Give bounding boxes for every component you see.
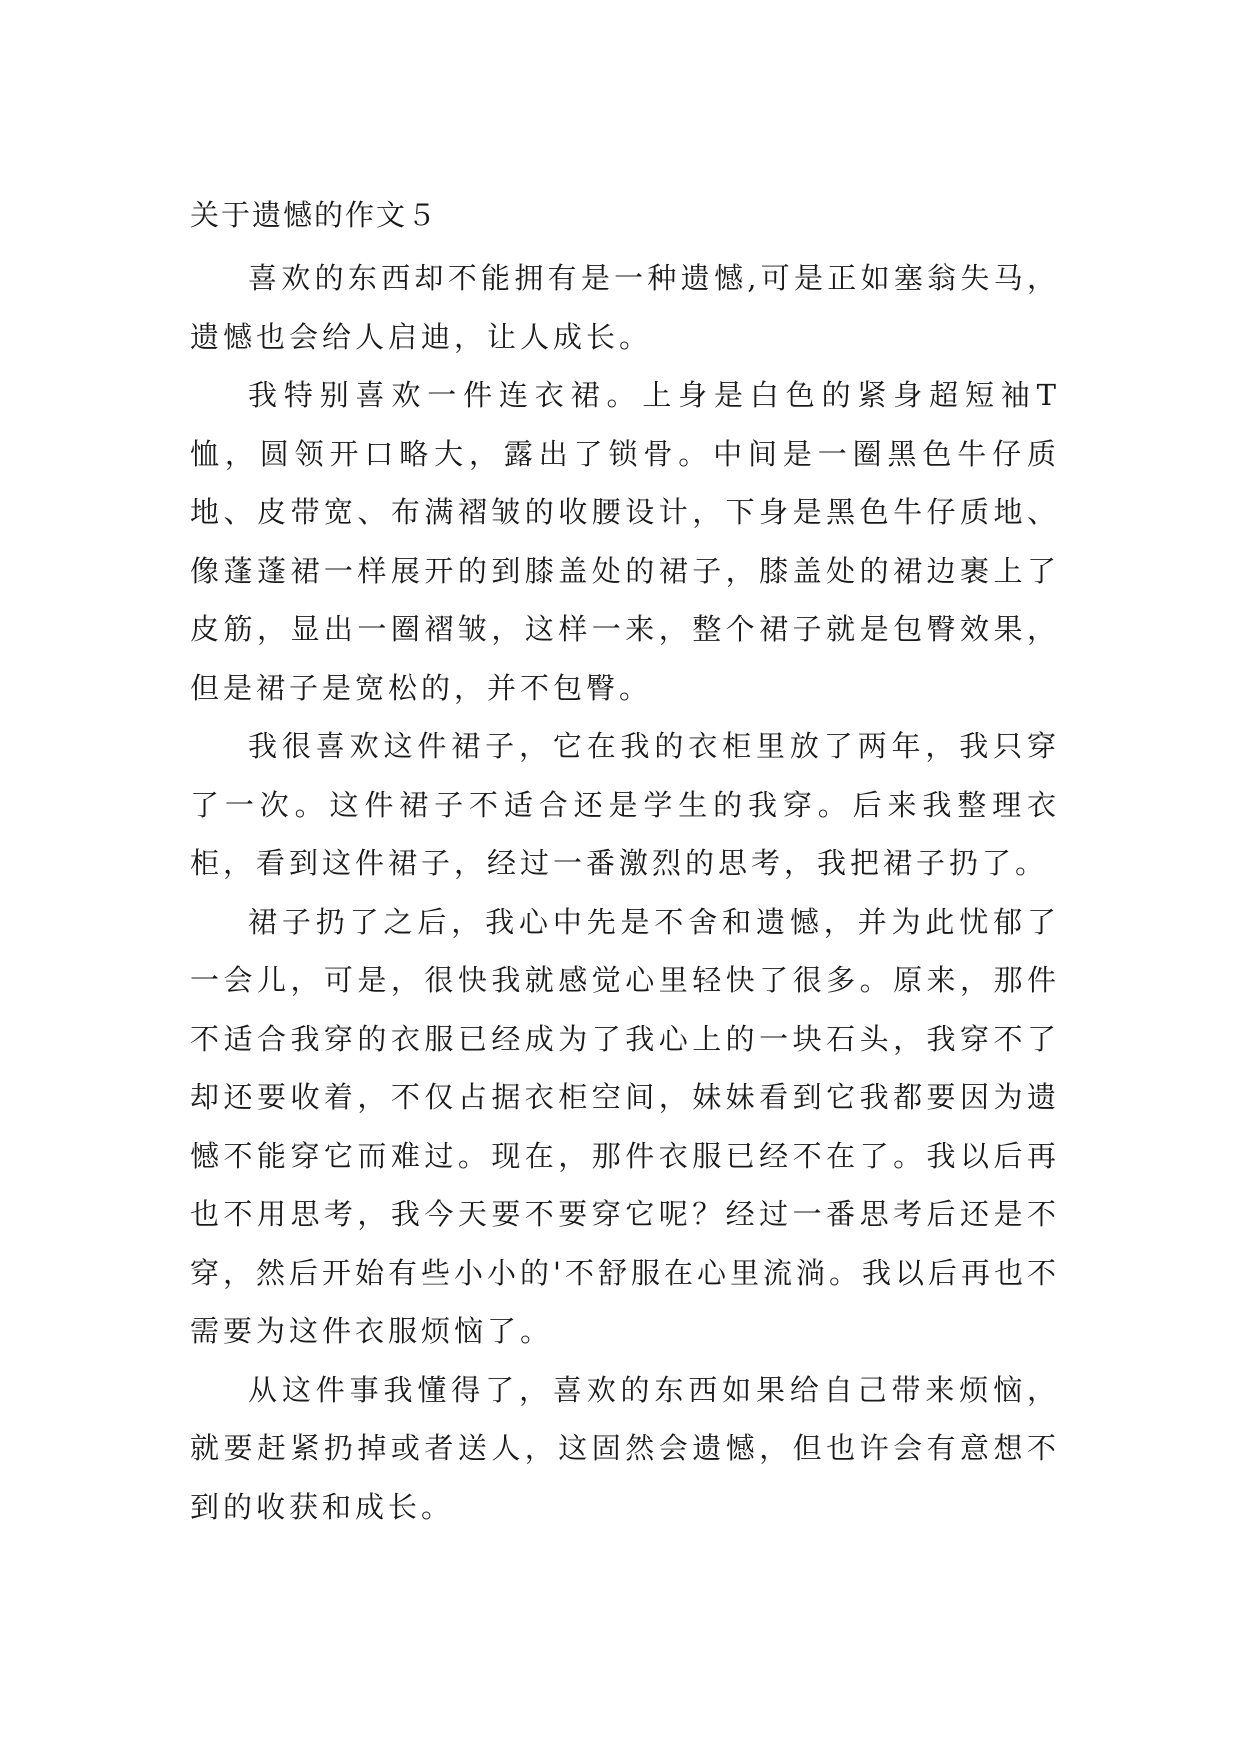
document-body <box>190 195 1060 1536</box>
paragraph-4: 裙子扔了之后，我心中先是不舍和遗憾，并为此忧郁了一会儿，可是，很快我就感觉心里轻快了很多。原来，那件不适合我穿的衣服已经成为了我心上的一块石头，我穿不了却还要收着，不仅占据衣柜空间，妹妹看到它我都要因为遗憾不能穿它而难过。现在，那件衣服已经不在了。我以后再也不用思考，我今天要不要穿它呢？经过一番思考后还是不穿，然后开始有些小小的'不舒服在心里流淌。我以后再也不需要为这件衣服烦恼了。 <box>190 904 1060 1348</box>
paragraph-3: 我很喜欢这件裙子，它在我的衣柜里放了两年，我只穿了一次。这件裙子不适合还是学生的我穿。后来我整理衣柜，看到这件裙子，经过一番激烈的思考，我把裙子扔了。 <box>190 729 1060 880</box>
paragraph-2: 我特别喜欢一件连衣裙。上身是白色的紧身超短袖T恤，圆领开口略大，露出了锁骨。中间是一圈黑色牛仔质地、皮带宽、布满褶皱的收腰设计，下身是黑色牛仔质地、像蓬蓬裙一样展开的到膝盖处的裙子，膝盖处的裙边裹上了皮筋，显出一圈褶皱，这样一来，整个裙子就是包臀效果，但是裙子是宽松的，并不包臀。 <box>190 378 1060 705</box>
paragraph-5: 从这件事我懂得了，喜欢的东西如果给自己带来烦恼，就要赶紧扔掉或者送人，这固然会遗憾，但也许会有意想不到的收获和成长。 <box>190 1372 1060 1524</box>
document-title: 关于遗憾的作文５ <box>190 198 439 232</box>
paragraph-1: 喜欢的东西却不能拥有是一种遗憾,可是正如塞翁失马，遗憾也会给人启迪，让人成长。 <box>190 261 1060 354</box>
